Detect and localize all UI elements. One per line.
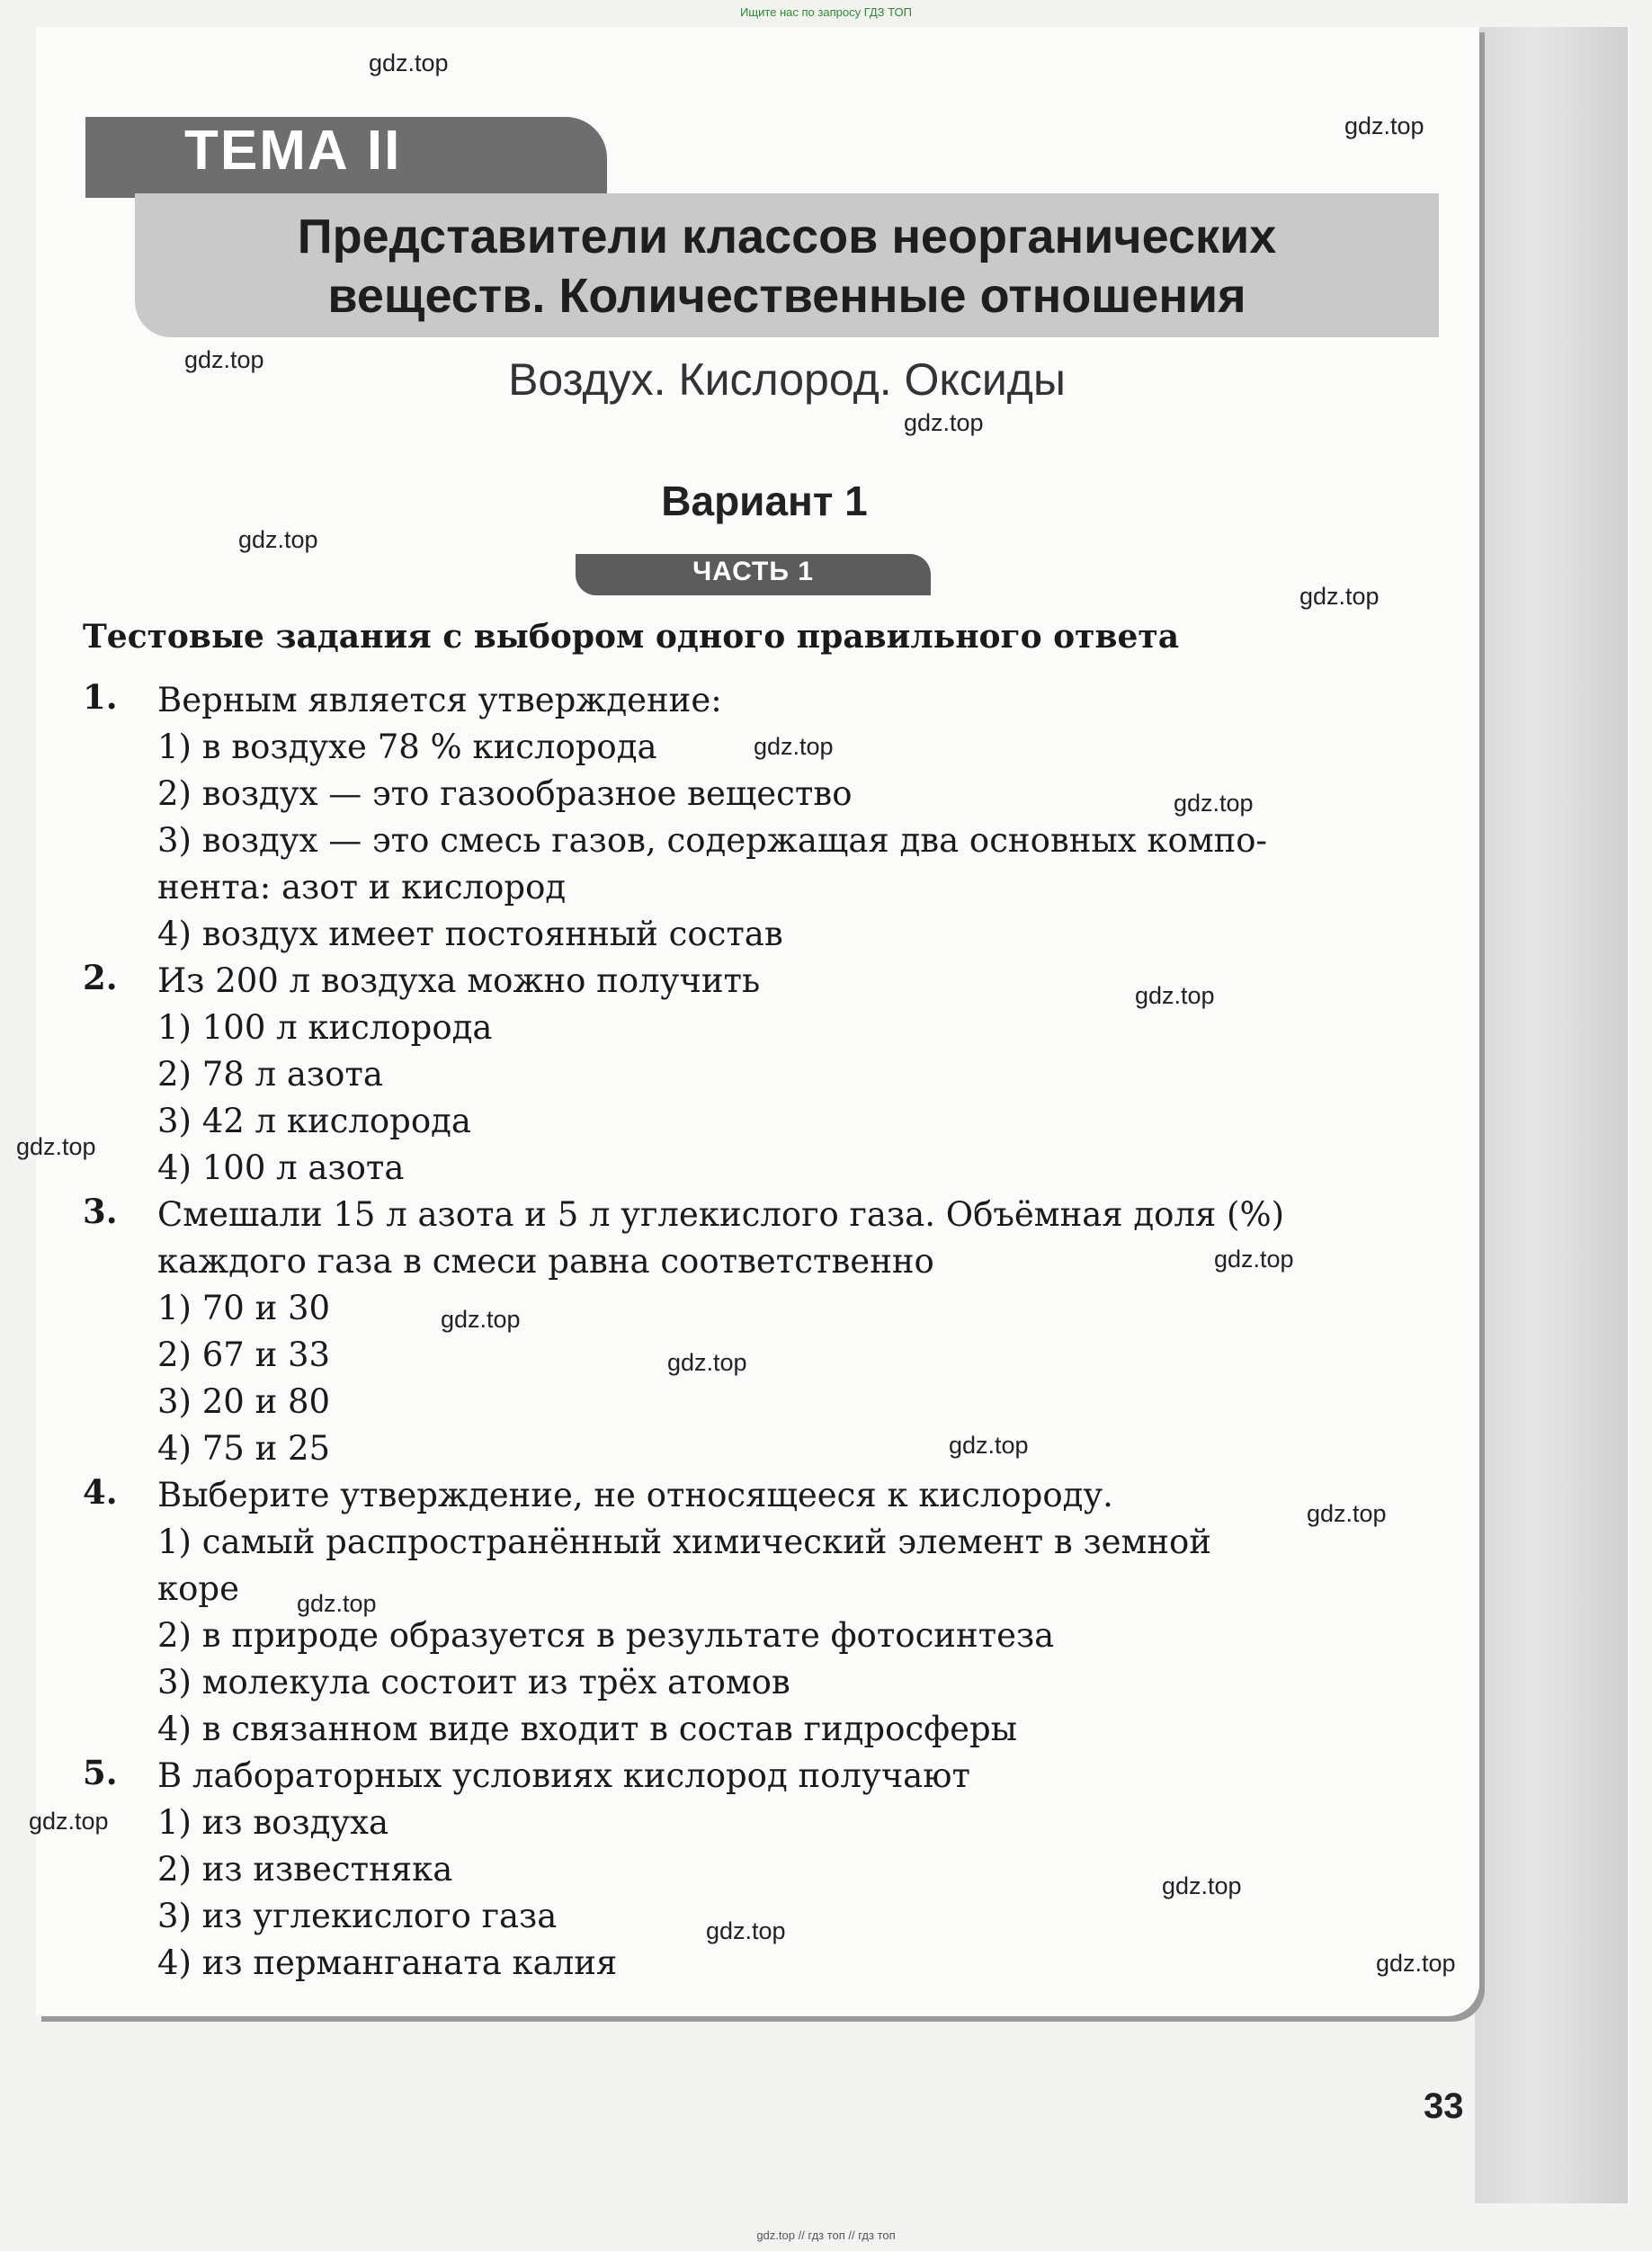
section-heading: Тестовые задания с выбором одного правильного ответа (83, 618, 1180, 656)
watermark: gdz.top (1299, 583, 1380, 610)
answer-option: 3) молекула состоит из трёх атомов (157, 1663, 790, 1702)
question-text: В лабораторных условиях кислород получают (157, 1756, 970, 1795)
answer-option: 4) 100 л азота (157, 1148, 405, 1187)
watermark: gdz.top (1376, 1950, 1456, 1977)
watermark: gdz.top (667, 1349, 747, 1376)
answer-option: 3) 42 л кислорода (157, 1102, 471, 1140)
answer-option: 2) 78 л азота (157, 1055, 383, 1094)
title-line-2: веществ. Количественные отношения (327, 269, 1246, 323)
watermark: gdz.top (754, 733, 834, 760)
page-number: 33 (1424, 2086, 1464, 2126)
answer-option-continuation: нента: азот и кислород (157, 868, 567, 907)
title-line-1: Представители классов неорганических (297, 210, 1277, 264)
question-number: 1. (83, 677, 118, 717)
answer-option: 4) из перманганата калия (157, 1943, 618, 1982)
watermark: gdz.top (1344, 112, 1424, 139)
watermark: gdz.top (1307, 1500, 1387, 1527)
answer-option: 1) самый распространённый химический элемент в земной (157, 1523, 1211, 1561)
part-label: ЧАСТЬ 1 (692, 557, 814, 586)
watermark: gdz.top (706, 1917, 786, 1944)
watermark: gdz.top (238, 526, 318, 553)
watermark: gdz.top (1214, 1246, 1294, 1273)
question-number: 3. (83, 1192, 118, 1231)
page-edge-shadow (1475, 27, 1628, 2203)
watermark: gdz.top (297, 1590, 377, 1617)
answer-option: 2) из известняка (157, 1850, 453, 1889)
answer-option: 3) воздух — это смесь газов, содержащая два основных компо- (157, 821, 1268, 860)
watermark: gdz.top (949, 1432, 1029, 1459)
variant-title: Вариант 1 (661, 478, 868, 524)
answer-option: 2) воздух — это газообразное вещество (157, 774, 853, 813)
question-text: Смешали 15 л азота и 5 л углекислого газа. Объёмная доля (%) (157, 1195, 1285, 1234)
answer-option: 1) из воздуха (157, 1803, 389, 1842)
watermark: gdz.top (441, 1306, 521, 1333)
answer-option: 1) в воздухе 78 % кислорода (157, 728, 657, 766)
question-number: 5. (83, 1753, 118, 1792)
question-number: 2. (83, 958, 118, 997)
answer-option: 1) 100 л кислорода (157, 1008, 493, 1047)
answer-option: 4) в связанном виде входит в состав гидросферы (157, 1710, 1018, 1748)
subtitle: Воздух. Кислород. Оксиды (508, 354, 1066, 405)
watermark: gdz.top (1135, 982, 1215, 1009)
answer-option: 3) из углекислого газа (157, 1897, 558, 1935)
answer-option: 4) воздух имеет постоянный состав (157, 915, 783, 953)
answer-option: 4) 75 и 25 (157, 1429, 331, 1468)
question-number: 4. (83, 1472, 118, 1512)
answer-option-continuation: коре (157, 1569, 239, 1608)
bottom-note: gdz.top // гдз топ // гдз топ (756, 2229, 896, 2242)
answer-option: 1) 70 и 30 (157, 1289, 331, 1327)
watermark: gdz.top (29, 1808, 109, 1835)
answer-option: 2) в природе образуется в результате фотосинтеза (157, 1616, 1055, 1655)
question-text: Из 200 л воздуха можно получить (157, 961, 761, 1000)
watermark: gdz.top (369, 49, 449, 76)
question-text: Верным является утверждение: (157, 681, 722, 719)
answer-option: 2) 67 и 33 (157, 1335, 331, 1374)
watermark: gdz.top (904, 409, 984, 436)
answer-option: 3) 20 и 80 (157, 1382, 331, 1421)
question-text-continuation: каждого газа в смеси равна соответственно (157, 1242, 934, 1281)
tema-label: ТЕМА II (184, 120, 402, 182)
question-text: Выберите утверждение, не относящееся к кислороду. (157, 1476, 1113, 1514)
watermark: gdz.top (1162, 1872, 1242, 1899)
watermark: gdz.top (16, 1133, 96, 1160)
watermark: gdz.top (1174, 790, 1254, 817)
watermark: gdz.top (184, 346, 264, 373)
top-note: Ищите нас по запросу ГДЗ ТОП (740, 5, 912, 19)
